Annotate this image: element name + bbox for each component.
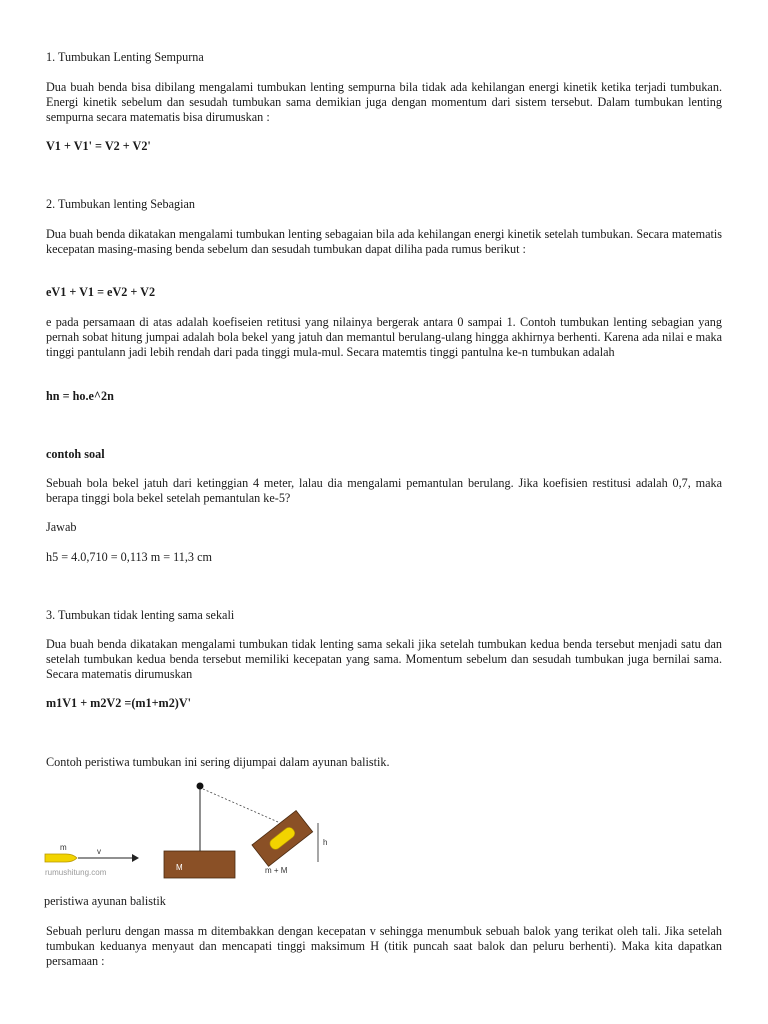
section2-paragraph1: Dua buah benda dikatakan mengalami tumbukan lenting sebagaian bila ada kehilangan energi kinetik setelah tumbukan. Secara matematis kecepatan masing-masing benda sebelum dan sesudah tumbukan dapat diliha pada rumus berikut : [46, 227, 722, 256]
section1-formula: V1 + V1' = V2 + V2' [46, 139, 151, 153]
section3-formula: m1V1 + m2V2 =(m1+m2)V' [46, 696, 192, 710]
closing-paragraph: Sebuah perluru dengan massa m ditembakkan dengan kecepatan v sehingga menumbuk sebuah balok yang terikat oleh tali. Jika setelah tumbukan keduanya menyaut dan mencapati tinggi maksimum H (titik puncah saat balok dan peluru berhenti). Maka kita dapatkan persamaan : [46, 924, 722, 968]
figure-caption: peristiwa ayunan balistik [44, 894, 166, 908]
section2-heading: 2. Tumbukan lenting Sebagian [46, 197, 195, 211]
example-answer: h5 = 4.0,710 = 0,113 m = 11,3 cm [46, 550, 212, 564]
section3-paragraph: Dua buah benda dikatakan mengalami tumbukan tidak lenting sama sekali jika setelah tumbukan kedua benda tersebut menjadi satu dan setelah tumbukan kedua benda tersebut memiliki kecepatan yang sama. Momentum sebelum dan sesudah tumbukan juga bernilai sama. Secara matematis dirumuskan [46, 637, 722, 681]
velocity-arrowhead [132, 854, 139, 862]
watermark-label: rumushitung.com [45, 868, 107, 877]
combined-mass-label: m + M [265, 866, 288, 875]
section2-formula1: eV1 + V1 = eV2 + V2 [46, 285, 156, 299]
section3-heading: 3. Tumbukan tidak lenting sama sekali [46, 608, 235, 622]
ballistic-pendulum-diagram [40, 780, 340, 885]
section2-formula2: hn = ho.e^2n [46, 389, 114, 403]
velocity-label: v [97, 847, 101, 856]
example-question: Sebuah bola bekel jatuh dari ketinggian 4 meter, lalau dia mengalami pemantulan berulang. Jika koefisien restitusi adalah 0,7, maka berapa tinggi bola bekel setelah pemantulan ke-5? [46, 476, 722, 505]
block-label: M [176, 863, 183, 872]
section1-paragraph: Dua buah benda bisa dibilang mengalami tumbukan lenting sempurna bila tidak ada kehilangan energi kinetik ketika terjadi tumbukan. Energi kinetik sebelum dan sesudah tumbukan sama demikian juga dengan momentum dari sistem tersebut. Dalam tumbukan lenting sempurna secara matematis bisa dirumuskan : [46, 80, 722, 124]
bullet-label: m [60, 843, 67, 852]
example-answer-label: Jawab [46, 520, 77, 534]
block-at-rest [164, 851, 235, 878]
section1-heading: 1. Tumbukan Lenting Sempurna [46, 50, 204, 64]
section3-example-intro: Contoh peristiwa tumbukan ini sering dijumpai dalam ayunan balistik. [46, 755, 390, 769]
example-heading: contoh soal [46, 447, 105, 461]
swung-block [252, 811, 313, 867]
dashed-string [203, 789, 278, 822]
height-label: h [323, 838, 328, 847]
bullet-icon [45, 854, 77, 862]
section2-paragraph2: e pada persamaan di atas adalah koefiseien retitusi yang nilainya bergerak antara 0 sampai 1. Contoh tumbukan lenting sebagian yang pernah sobat hitung jumpai adalah bola bekel yang jatuh dan memantul berulang-ulang hingga akhirnya berhenti. Karena ada nilai e maka tinggi pantulann jadi lebih rendah dari pada tinggi mula-mul. Secara matemtis tinggi pantulna ke-n tumbukan adalah [46, 315, 722, 359]
pivot-icon [197, 783, 204, 790]
ballistic-pendulum-figure [40, 780, 340, 885]
